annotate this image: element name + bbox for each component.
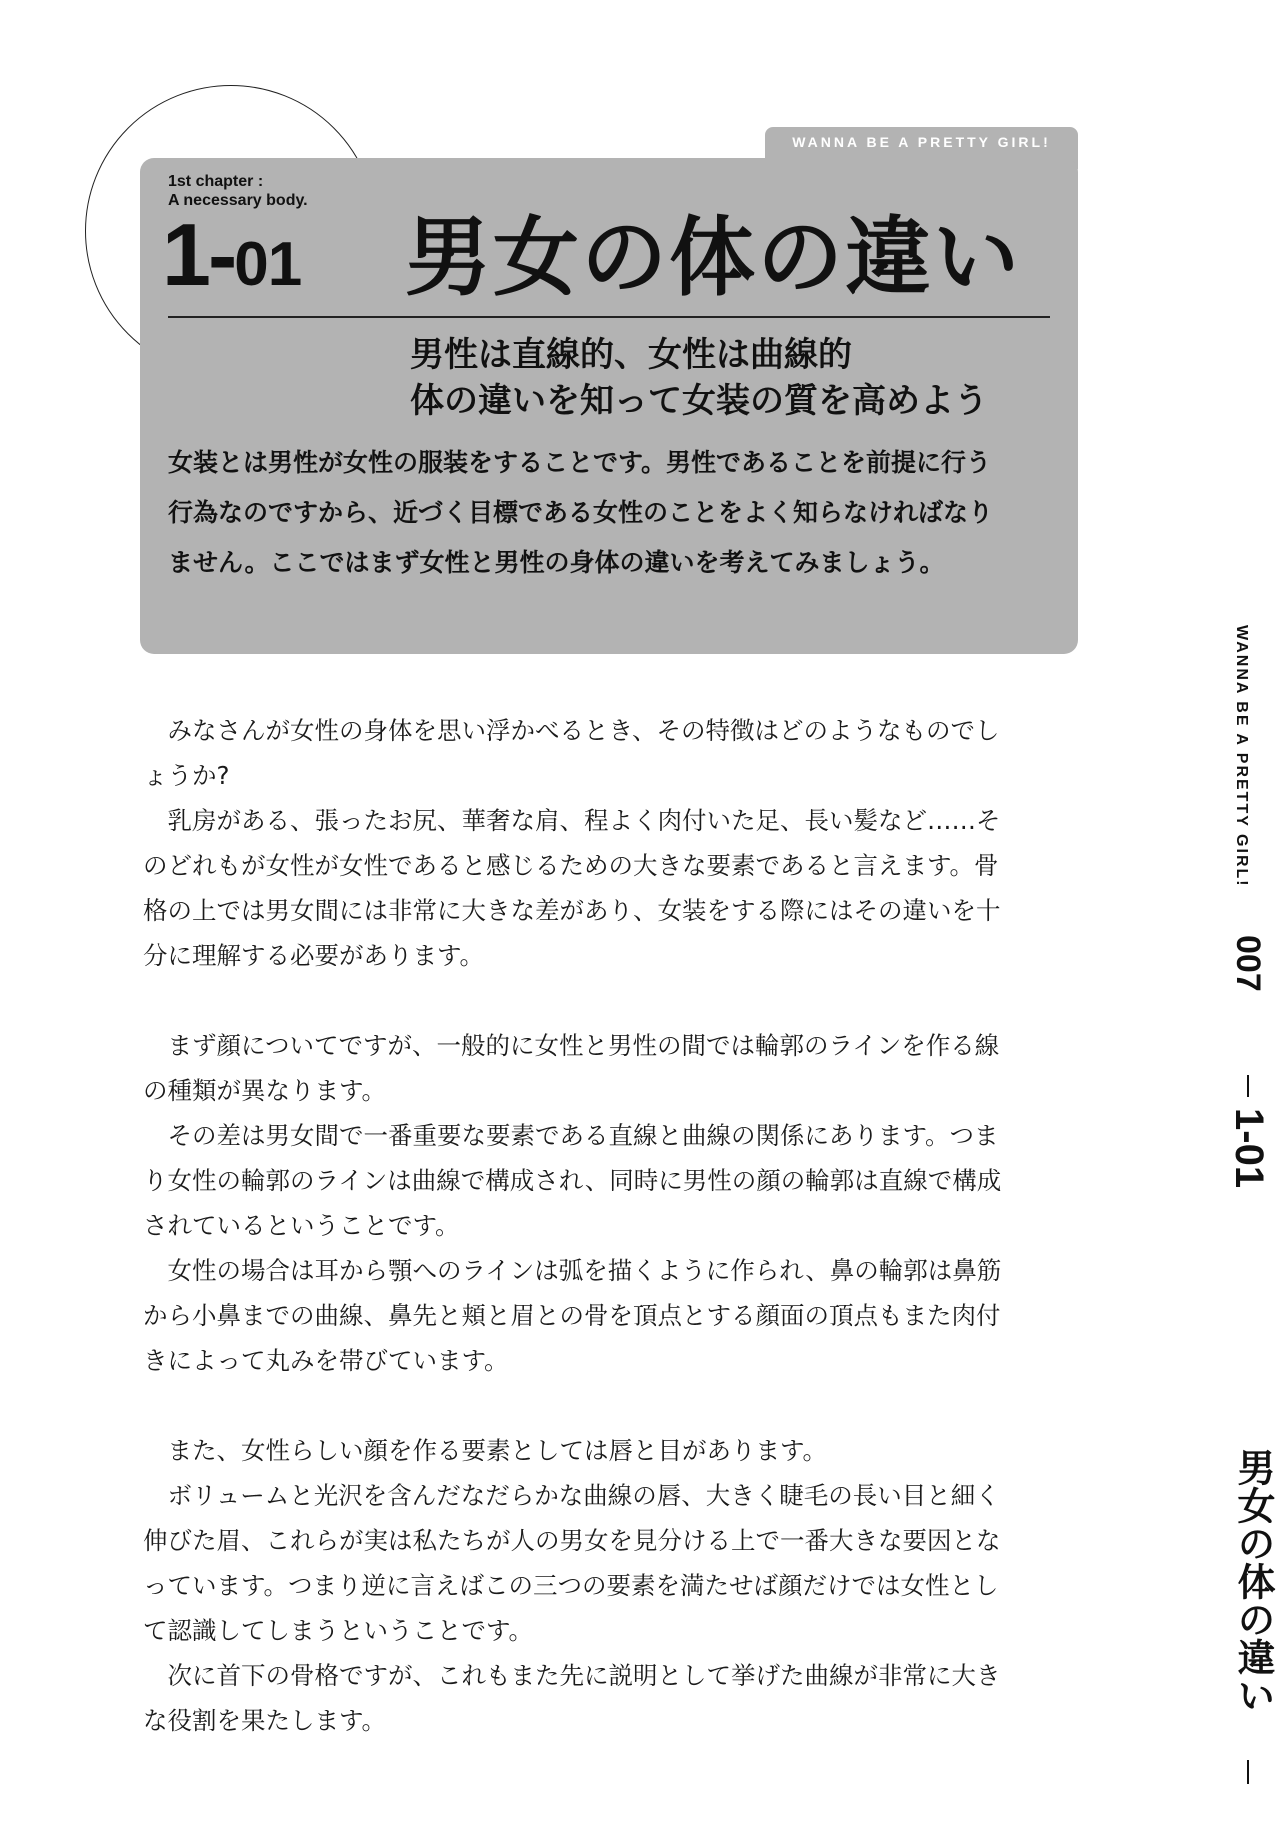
body-line: みなさんが女性の身体を思い浮かべるとき、その特徴はどのようなものでし — [143, 716, 1000, 745]
subtitle-line: 体の違いを知って女装の質を高めよう — [410, 381, 988, 421]
body-line: 次に首下の骨格ですが、これもまた先に説明として挙げた曲線が非常に大き — [143, 1661, 1001, 1690]
sidebar-separator-bottom — [1247, 1760, 1249, 1784]
body-line: ボリュームと光沢を含んだなだらかな曲線の唇、大きく睫毛の長い目と細く — [143, 1481, 1000, 1510]
body-line: きによって丸みを帯びています。 — [143, 1346, 509, 1375]
body-line: の種類が異なります。 — [143, 1076, 387, 1105]
lead-line: 女装とは男性が女性の服装をすることです。男性であることを前提に行う — [168, 448, 992, 477]
body-line: 乳房がある、張ったお尻、華奢な肩、程よく肉付いた足、長い髪など……そ — [143, 806, 1001, 835]
lead-paragraph — [168, 438, 1068, 588]
body-line: ょうか? — [143, 761, 230, 790]
sidebar-section-number: 1-01 — [1227, 1108, 1271, 1189]
body-line: また、女性らしい顔を作る要素としては唇と目があります。 — [143, 1436, 828, 1465]
body-line: て認識してしまうということです。 — [143, 1616, 534, 1645]
chapter-label-line2: A necessary body. — [168, 192, 308, 209]
subtitle-line: 男性は直線的、女性は曲線的 — [410, 335, 852, 375]
body-line: 格の上では男女間には非常に大きな差があり、女装をする際にはその違いを十 — [143, 896, 1001, 925]
body-line: されているということです。 — [143, 1211, 460, 1240]
body-line: まず顔についてですが、一般的に女性と男性の間では輪郭のラインを作る線 — [143, 1031, 1000, 1060]
lead-line: ません。ここではまず女性と男性の身体の違いを考えてみましょう。 — [168, 548, 945, 577]
lead-line: 行為なのですから、近づく目標である女性のことをよく知らなければなり — [168, 498, 994, 527]
sidebar-series-title: WANNA BE A PRETTY GIRL! — [1233, 625, 1250, 888]
body-line: その差は男女間で一番重要な要素である直線と曲線の関係にあります。つま — [143, 1121, 999, 1150]
body-line: な役割を果たします。 — [143, 1706, 387, 1735]
paragraph-gap — [143, 978, 1083, 1023]
body-line: り女性の輪郭のラインは曲線で構成され、同時に男性の顔の輪郭は直線で構成 — [143, 1166, 1002, 1195]
body-line: のどれもが女性が女性であると感じるための大きな要素であると言えます。骨 — [143, 851, 999, 880]
page-title: 男女の体の違い — [405, 208, 1021, 308]
body-line: 伸びた眉、これらが実は私たちが人の男女を見分ける上で一番大きな要因とな — [143, 1526, 1001, 1555]
body-text — [143, 708, 1083, 1743]
sidebar-section-title: 男女の体の違い — [1231, 1448, 1275, 1714]
header-tab-text: WANNA BE A PRETTY GIRL! — [792, 134, 1051, 150]
body-line: から小鼻までの曲線、鼻先と頬と眉との骨を頂点とする顔面の頂点もまた肉付 — [143, 1301, 1001, 1330]
subtitle — [410, 332, 988, 424]
body-line: 分に理解する必要があります。 — [143, 941, 485, 970]
body-line: っています。つまり逆に言えばこの三つの要素を満たせば顔だけでは女性とし — [143, 1571, 999, 1600]
header-divider — [168, 316, 1050, 318]
sidebar-separator — [1247, 1075, 1249, 1097]
chapter-label-line1: 1st chapter : — [168, 173, 264, 190]
body-line: 女性の場合は耳から顎へのラインは弧を描くように作られ、鼻の輪郭は鼻筋 — [143, 1256, 1002, 1285]
paragraph-gap — [143, 1383, 1083, 1428]
section-number — [162, 205, 301, 315]
page-number: 007 — [1229, 935, 1267, 992]
section-number-main: 1- — [162, 205, 235, 304]
section-number-small: 01 — [234, 230, 302, 299]
